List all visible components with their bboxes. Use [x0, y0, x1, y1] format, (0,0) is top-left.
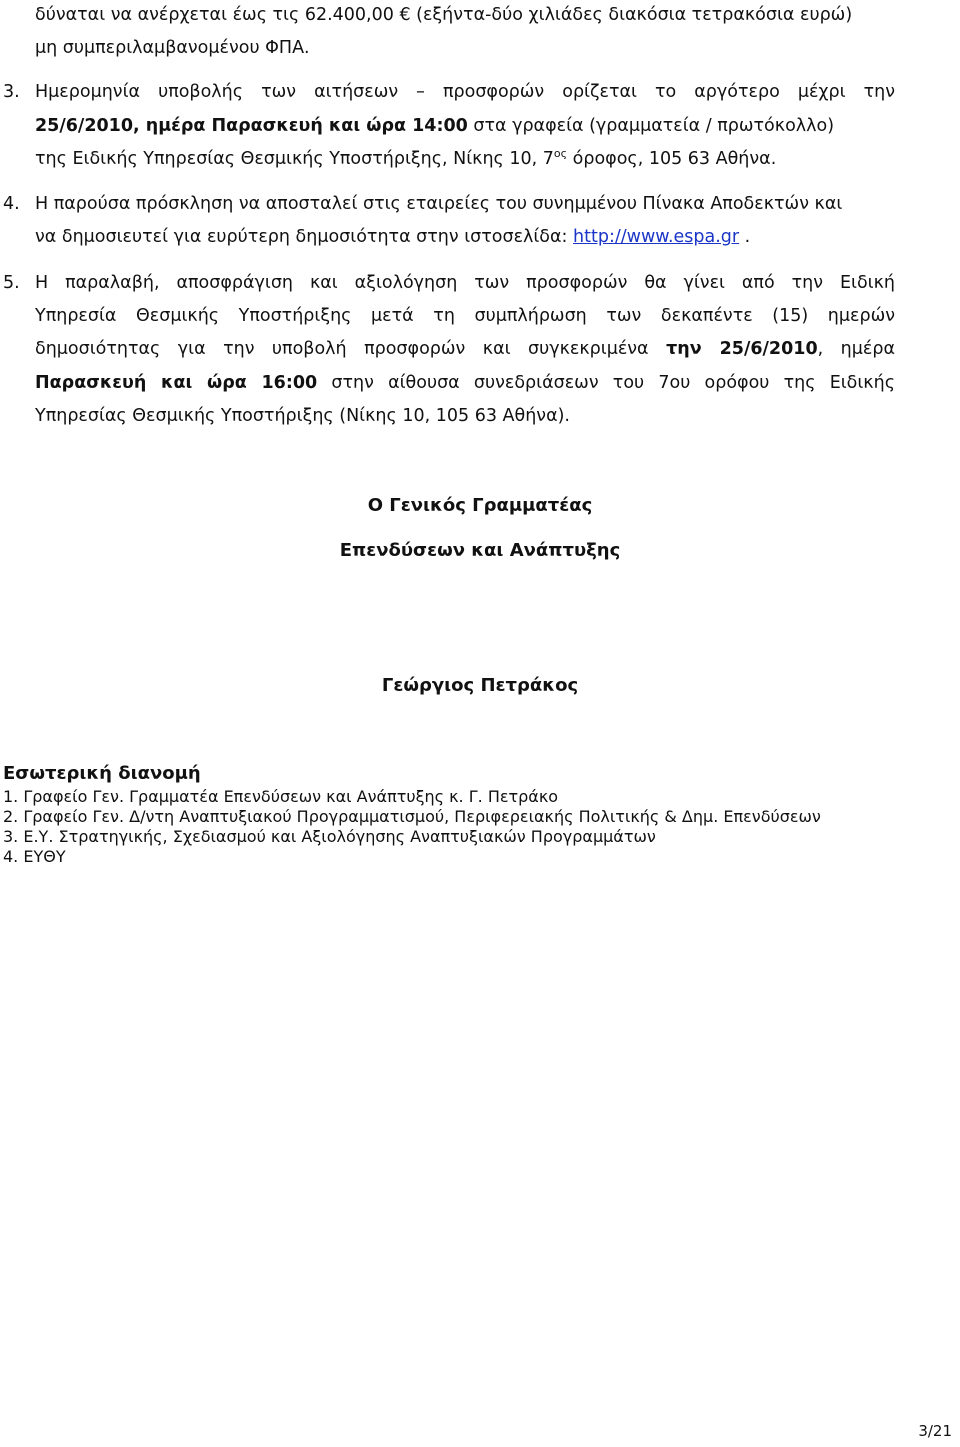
intro-line-1: δύναται να ανέρχεται έως τις 62.400,00 € (εξήντα-δύο χιλιάδες διακόσια τετρακόσια ευρώ) [35, 5, 853, 25]
distribution-item: 3. Ε.Υ. Στρατηγικής, Σχεδιασμού και Αξιολόγησης Αναπτυξιακών Προγραμμάτων [3, 827, 656, 846]
page-number: 3/21 [918, 1422, 952, 1440]
item-4-line-2 [35, 226, 750, 248]
distribution-item: 2. Γραφείο Γεν. Δ/ντη Αναπτυξιακού Προγραμματισμού, Περιφερειακής Πολιτικής & Δημ. Επενδύσεων [3, 807, 821, 826]
item-5-day-time: Παρασκευή και ώρα 16:00 [35, 373, 318, 393]
item-5-line-4 [35, 372, 895, 394]
item-4-line-1: Η παρούσα πρόσκληση να αποσταλεί στις εταιρείες του συνημμένου Πίνακα Αποδεκτών και [35, 194, 843, 214]
item-5-line-3 [35, 338, 895, 360]
item-3-line-2 [35, 115, 834, 137]
item-4-number: 4. [3, 194, 20, 214]
signature-title-2: Επενδύσεων και Ανάπτυξης [339, 540, 621, 561]
item-3-line-3-a: της Ειδικής Υπηρεσίας Θεσμικής Υποστήριξης, Νίκης 10, 7 [35, 149, 554, 169]
item-3-number: 3. [3, 82, 20, 102]
item-4-line-2-end: . [739, 227, 751, 247]
intro-line-2: μη συμπεριλαμβανομένου ΦΠΑ. [35, 38, 310, 58]
distribution-title: Εσωτερική διανομή [3, 763, 201, 784]
item-5-line-1: Η παραλαβή, αποσφράγιση και αξιολόγηση των προσφορών θα γίνει από την Ειδική [35, 273, 895, 293]
item-5-line-3-b: , ημέρα [817, 339, 895, 359]
signature-name: Γεώργιος Πετράκος [381, 675, 579, 696]
item-3-line-3-b: όροφος, 105 63 Αθήνα. [567, 149, 777, 169]
item-4-line-2-text: να δημοσιευτεί για ευρύτερη δημοσιότητα στην ιστοσελίδα: [35, 227, 574, 247]
espa-link[interactable]: http://www.espa.gr [573, 227, 740, 247]
item-5-line-4-rest: στην αίθουσα συνεδριάσεων του 7ου ορόφου της Ειδικής [317, 373, 895, 393]
item-3-line-3 [35, 148, 776, 170]
item-3-line-2-rest: στα γραφεία (γραμματεία / πρωτόκολλο) [467, 116, 835, 136]
item-3-deadline: 25/6/2010, ημέρα Παρασκευή και ώρα 14:00 [35, 116, 468, 136]
item-3-ordinal: ος [553, 147, 568, 160]
item-5-date: την 25/6/2010 [666, 339, 818, 359]
distribution-item: 4. ΕΥΘΥ [3, 847, 66, 866]
item-3-line-1: Ημερομηνία υποβολής των αιτήσεων – προσφορών ορίζεται το αργότερο μέχρι την [35, 82, 895, 102]
signature-title-1: Ο Γενικός Γραμματέας [367, 495, 593, 516]
item-5-line-2: Υπηρεσία Θεσμικής Υποστήριξης μετά τη συμπλήρωση των δεκαπέντε (15) ημερών [35, 306, 895, 326]
item-5-line-3-a: δημοσιότητας για την υποβολή προσφορών και συγκεκριμένα [35, 339, 667, 359]
distribution-item: 1. Γραφείο Γεν. Γραμματέα Επενδύσεων και Ανάπτυξης κ. Γ. Πετράκο [3, 787, 559, 806]
item-5-number: 5. [3, 273, 20, 293]
item-5-line-5: Υπηρεσίας Θεσμικής Υποστήριξης (Νίκης 10, 105 63 Αθήνα). [35, 406, 570, 426]
